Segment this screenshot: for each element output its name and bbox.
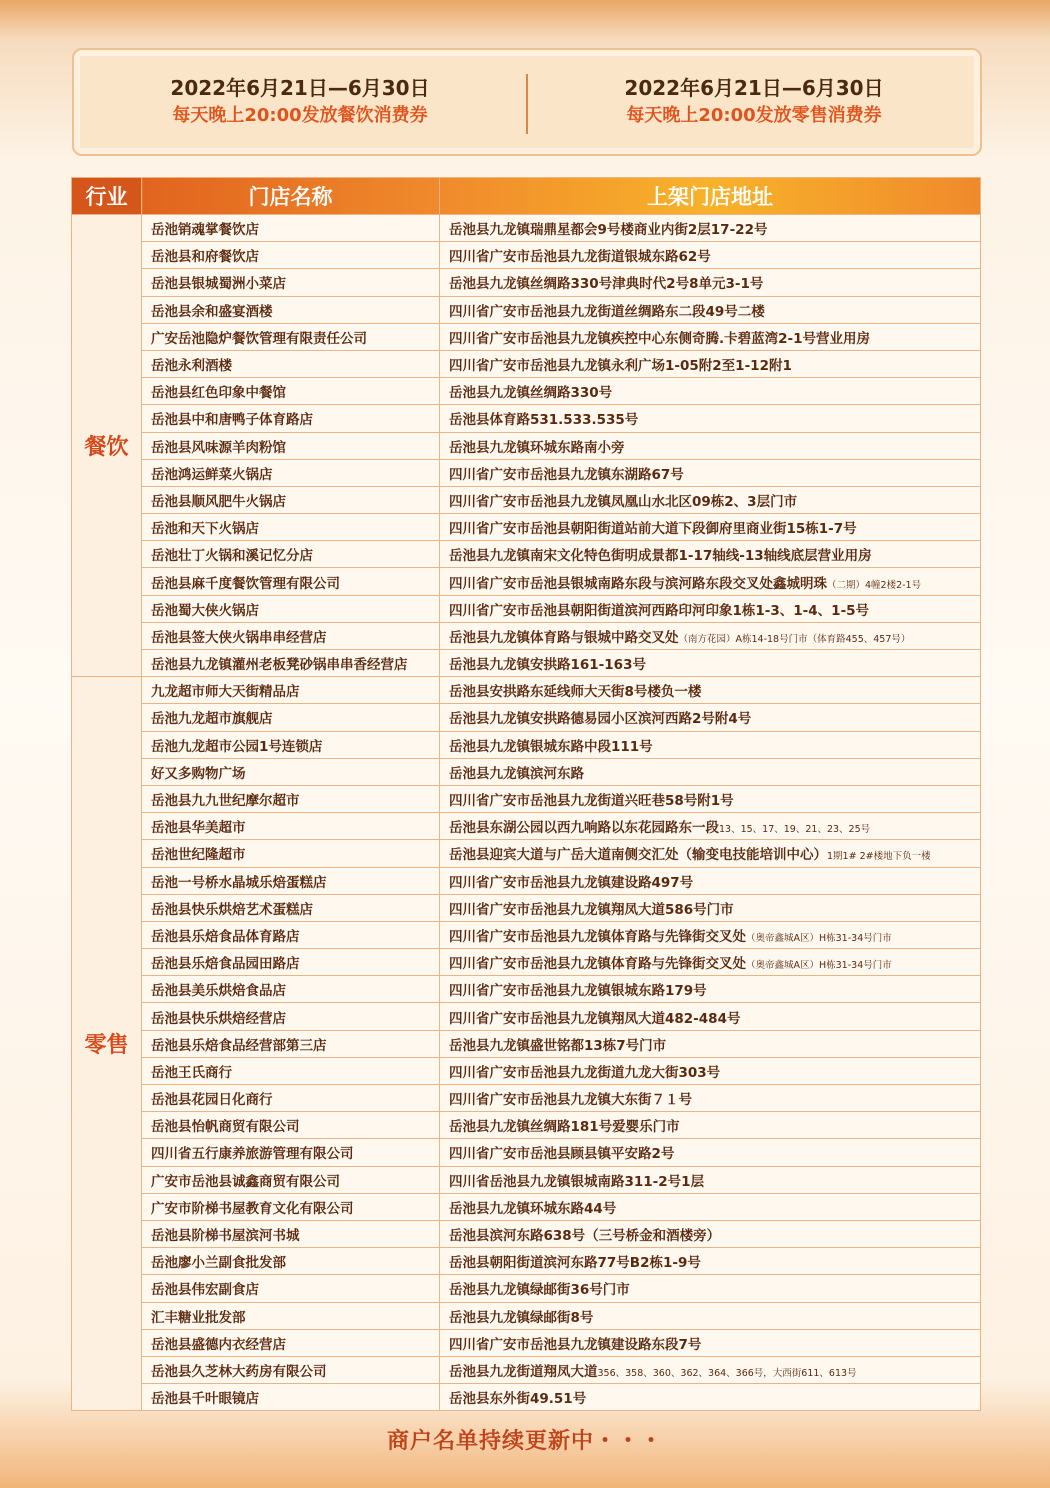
store-name: 岳池县乐焙食品体育路店 <box>142 921 440 948</box>
store-address <box>440 840 981 867</box>
store-address-text: 岳池县九龙镇瑞鼎星都会9号楼商业内街2层17-22号 <box>449 222 768 239</box>
store-address <box>440 378 981 405</box>
table-row <box>72 677 981 704</box>
store-address <box>440 622 981 649</box>
store-name: 岳池县美乐烘焙食品店 <box>142 976 440 1003</box>
store-name: 岳池县风味源羊肉粉馆 <box>142 432 440 459</box>
store-address-note: （奥帝鑫城A区）H栋31-34号门市 <box>746 932 892 944</box>
store-address <box>440 1248 981 1275</box>
store-address <box>440 1166 981 1193</box>
date-banner <box>72 48 982 156</box>
store-address-text: 岳池县朝阳街道滨河东路77号B2栋1-9号 <box>449 1255 701 1272</box>
store-name: 岳池世纪隆超市 <box>142 840 440 867</box>
store-address-note: （南方花园）A栋14-18号门市（体育路455、457号） <box>678 633 911 645</box>
store-name: 岳池王氏商行 <box>142 1057 440 1084</box>
store-address <box>440 269 981 296</box>
store-address-text: 岳池县体育路531.533.535号 <box>449 412 639 429</box>
store-address-text: 岳池县九龙镇盛世铭都13栋7号门市 <box>449 1037 667 1054</box>
store-address-text: 岳池县东外街49.51号 <box>449 1391 587 1408</box>
store-address-note: （奥帝鑫城A区）H栋31-34号门市 <box>746 960 892 972</box>
store-address-text: 四川省广安市岳池县九龙镇体育路与先锋街交叉处 <box>449 928 746 945</box>
store-address <box>440 731 981 758</box>
store-address-text: 四川省广安市岳池县九龙镇永利广场1-05附2至1-12附1 <box>449 358 792 375</box>
store-address <box>440 1220 981 1247</box>
store-address <box>440 949 981 976</box>
store-address <box>440 242 981 269</box>
store-address-text: 四川省广安市岳池县九龙街道丝绸路东二段49号二楼 <box>449 303 765 320</box>
store-address <box>440 704 981 731</box>
store-name: 广安市阶梯书屋教育文化有限公司 <box>142 1193 440 1220</box>
store-name: 岳池县千叶眼镜店 <box>142 1384 440 1411</box>
store-name: 岳池县阶梯书屋滨河书城 <box>142 1220 440 1247</box>
store-address-text: 岳池县九龙镇安拱路161-163号 <box>449 657 646 674</box>
table-row <box>72 622 981 649</box>
store-address-text: 四川省广安市岳池县九龙街道银城东路62号 <box>449 249 711 266</box>
table-row <box>72 1166 981 1193</box>
store-name: 岳池县快乐烘焙艺术蛋糕店 <box>142 894 440 921</box>
table-row <box>72 242 981 269</box>
table-row <box>72 976 981 1003</box>
store-name: 岳池壮丁火锅和溪记忆分店 <box>142 541 440 568</box>
store-name: 岳池县怡帆商贸有限公司 <box>142 1112 440 1139</box>
store-address-text: 岳池县九龙镇银城东路中段111号 <box>449 738 653 755</box>
store-name: 岳池县签大侠火锅串串经营店 <box>142 622 440 649</box>
store-address <box>440 677 981 704</box>
store-address-text: 四川省广安市岳池县九龙街道兴旺巷58号附1号 <box>449 793 734 810</box>
store-name: 广安岳池隐炉餐饮管理有限责任公司 <box>142 323 440 350</box>
store-address-text: 岳池县九龙镇绿邮街36号门市 <box>449 1282 630 1299</box>
store-address <box>440 976 981 1003</box>
store-address <box>440 1329 981 1356</box>
store-address-text: 岳池县迎宾大道与广岳大道南侧交汇处（输变电技能培训中心） <box>449 847 827 864</box>
store-name: 岳池县花园日化商行 <box>142 1085 440 1112</box>
store-name: 岳池县伟宏副食店 <box>142 1275 440 1302</box>
store-address-text: 岳池县九龙街道翔凤大道 <box>449 1363 598 1380</box>
store-name: 汇丰糖业批发部 <box>142 1302 440 1329</box>
catering-date: 2022年6月21日—6月30日 <box>170 76 430 100</box>
store-address-note: 13、15、17、19、21、23、25号 <box>719 824 871 836</box>
retail-release-time: 每天晚上20:00发放零售消费券 <box>626 105 882 126</box>
table-row <box>72 323 981 350</box>
store-address-text: 岳池县九龙镇环城东路44号 <box>449 1200 617 1217</box>
store-address <box>440 1112 981 1139</box>
table-row <box>72 269 981 296</box>
store-address <box>440 1139 981 1166</box>
store-address <box>440 1193 981 1220</box>
store-address <box>440 486 981 513</box>
store-address-text: 岳池县九龙镇南宋文化特色街明成景都1-17轴线-13轴线底层营业用房 <box>449 548 872 565</box>
table-row <box>72 405 981 432</box>
table-row <box>72 1112 981 1139</box>
store-address-text: 岳池县九龙镇丝绸路181号爱婴乐门市 <box>449 1119 680 1136</box>
store-name: 岳池和天下火锅店 <box>142 514 440 541</box>
table-row <box>72 1302 981 1329</box>
table-row <box>72 350 981 377</box>
store-name: 岳池蜀大侠火锅店 <box>142 595 440 622</box>
table-row <box>72 894 981 921</box>
table-row <box>72 541 981 568</box>
store-address <box>440 921 981 948</box>
table-row <box>72 704 981 731</box>
table-row <box>72 459 981 486</box>
table-row <box>72 1220 981 1247</box>
store-address-text: 四川省广安市岳池县九龙镇银城东路179号 <box>449 983 707 1000</box>
store-address <box>440 405 981 432</box>
store-address-text: 四川省广安市岳池县九龙镇翔凤大道586号门市 <box>449 901 734 918</box>
header-store-name: 门店名称 <box>142 178 440 215</box>
store-address-text: 四川省广安市岳池县九龙镇凤凰山水北区09栋2、3层门市 <box>449 493 798 510</box>
table-row <box>72 1085 981 1112</box>
store-name: 岳池县盛德内衣经营店 <box>142 1329 440 1356</box>
store-name: 好又多购物广场 <box>142 758 440 785</box>
table-header-row <box>72 178 981 215</box>
store-name: 岳池县久芝林大药房有限公司 <box>142 1356 440 1383</box>
store-address <box>440 459 981 486</box>
table-row <box>72 1030 981 1057</box>
store-address <box>440 1085 981 1112</box>
store-address <box>440 514 981 541</box>
store-address-text: 四川省广安市岳池县九龙镇大东街７１号 <box>449 1092 692 1109</box>
table-row <box>72 514 981 541</box>
store-address <box>440 296 981 323</box>
store-name: 岳池九龙超市旗舰店 <box>142 704 440 731</box>
store-name: 岳池县顺风肥牛火锅店 <box>142 486 440 513</box>
store-name: 岳池县麻千度餐饮管理有限公司 <box>142 568 440 595</box>
table-row <box>72 1003 981 1030</box>
footer-update-note: 商户名单持续更新中・・・ <box>386 1429 663 1454</box>
merchant-table <box>71 177 981 1411</box>
header-store-address: 上架门店地址 <box>440 178 981 215</box>
table-row <box>72 1248 981 1275</box>
store-address <box>440 758 981 785</box>
retail-date: 2022年6月21日—6月30日 <box>624 76 884 100</box>
store-address <box>440 650 981 677</box>
catering-release-time: 每天晚上20:00发放餐饮消费券 <box>172 105 428 126</box>
store-address-text: 岳池县九龙镇滨河东路 <box>449 765 584 782</box>
store-address-text: 四川省广安市岳池县银城南路东段与滨河路东段交叉处鑫城明珠 <box>449 575 827 592</box>
header-industry: 行业 <box>72 178 142 215</box>
table-row <box>72 758 981 785</box>
table-row <box>72 650 981 677</box>
store-address-text: 四川省广安市岳池县九龙镇建设路497号 <box>449 874 694 891</box>
store-address-text: 岳池县安拱路东延线师大天街8号楼负一楼 <box>449 684 702 701</box>
store-name: 岳池县银城蜀洲小菜店 <box>142 269 440 296</box>
store-address-text: 四川省广安市岳池县九龙镇体育路与先锋街交叉处 <box>449 956 746 973</box>
store-name: 岳池鸿运鲜菜火锅店 <box>142 459 440 486</box>
store-address <box>440 215 981 242</box>
store-address-note: 1期1# 2#楼地下负一楼 <box>827 851 931 863</box>
store-address <box>440 541 981 568</box>
table-row <box>72 813 981 840</box>
store-address-text: 四川省广安市岳池县九龙镇建设路东段7号 <box>449 1336 702 1353</box>
store-address-text: 四川省岳池县九龙镇银城南路311-2号1层 <box>449 1173 705 1190</box>
store-address <box>440 813 981 840</box>
store-name: 岳池县华美超市 <box>142 813 440 840</box>
store-address <box>440 1275 981 1302</box>
store-address-text: 四川省广安市岳池县九龙镇东湖路67号 <box>449 466 684 483</box>
store-address <box>440 1030 981 1057</box>
table-row <box>72 1139 981 1166</box>
store-address <box>440 432 981 459</box>
table-row <box>72 296 981 323</box>
store-name: 九龙超市师大天街精品店 <box>142 677 440 704</box>
store-address <box>440 894 981 921</box>
table-row <box>72 1329 981 1356</box>
store-address-text: 四川省广安市岳池县顾县镇平安路2号 <box>449 1146 675 1163</box>
store-address <box>440 568 981 595</box>
retail-voucher-notice <box>528 50 980 154</box>
table-row <box>72 840 981 867</box>
store-address <box>440 785 981 812</box>
store-address-text: 四川省广安市岳池县九龙街道九龙大街303号 <box>449 1064 721 1081</box>
table-row <box>72 378 981 405</box>
store-name: 广安市岳池县诚鑫商贸有限公司 <box>142 1166 440 1193</box>
store-address-note: （二期）4幢2楼2-1号 <box>827 579 922 591</box>
store-address <box>440 1057 981 1084</box>
store-address <box>440 1302 981 1329</box>
store-address <box>440 1356 981 1383</box>
catering-category-label: 餐饮 <box>72 215 142 677</box>
table-row <box>72 595 981 622</box>
store-address-text: 岳池县九龙镇丝绸路330号 <box>449 385 613 402</box>
table-row <box>72 949 981 976</box>
store-address <box>440 1384 981 1411</box>
store-address <box>440 1003 981 1030</box>
store-name: 岳池永利酒楼 <box>142 350 440 377</box>
store-address-text: 岳池县九龙镇体育路与银城中路交叉处 <box>449 629 679 646</box>
store-name: 岳池廖小兰副食批发部 <box>142 1248 440 1275</box>
store-address <box>440 595 981 622</box>
store-name: 岳池销魂掌餐饮店 <box>142 215 440 242</box>
store-address <box>440 323 981 350</box>
store-address-text: 四川省广安市岳池县九龙镇翔凤大道482-484号 <box>449 1010 741 1027</box>
table-row <box>72 568 981 595</box>
store-name: 岳池县余和盛宴酒楼 <box>142 296 440 323</box>
store-name: 岳池县快乐烘焙经营店 <box>142 1003 440 1030</box>
store-name: 岳池县乐焙食品园田路店 <box>142 949 440 976</box>
table-row <box>72 731 981 758</box>
store-name: 岳池县和府餐饮店 <box>142 242 440 269</box>
table-row <box>72 1193 981 1220</box>
store-address-text: 四川省广安市岳池县九龙镇疾控中心东侧奇腾.卡碧蓝湾2-1号营业用房 <box>449 330 871 347</box>
store-name: 岳池县九龙镇灌州老板凳砂锅串串香经营店 <box>142 650 440 677</box>
retail-category-label: 零售 <box>72 677 142 1411</box>
store-address-text: 岳池县九龙镇丝绸路330号津典时代2号8单元3-1号 <box>449 276 764 293</box>
store-address-text: 岳池县东湖公园以西九响路以东花园路东一段 <box>449 820 719 837</box>
store-name: 岳池一号桥水晶城乐焙蛋糕店 <box>142 867 440 894</box>
store-address <box>440 350 981 377</box>
store-address-note: 356、358、360、362、364、366号，大西街611、613号 <box>597 1367 857 1379</box>
table-row <box>72 432 981 459</box>
store-address-text: 四川省广安市岳池县朝阳街道滨河西路印河印象1栋1-3、1-4、1-5号 <box>449 602 870 619</box>
table-row <box>72 1275 981 1302</box>
table-row <box>72 867 981 894</box>
table-row <box>72 1384 981 1411</box>
table-row <box>72 215 981 242</box>
table-row <box>72 1057 981 1084</box>
catering-voucher-notice <box>74 50 526 154</box>
store-address-text: 岳池县九龙镇环城东路南小旁 <box>449 439 625 456</box>
store-name: 岳池县中和唐鸭子体育路店 <box>142 405 440 432</box>
store-name: 岳池九龙超市公园1号连锁店 <box>142 731 440 758</box>
table-row <box>72 921 981 948</box>
store-address <box>440 867 981 894</box>
store-name: 岳池县九九世纪摩尔超市 <box>142 785 440 812</box>
store-name: 岳池县乐焙食品经营部第三店 <box>142 1030 440 1057</box>
store-address-text: 岳池县滨河东路638号（三号桥金和酒楼旁） <box>449 1228 721 1245</box>
store-name: 岳池县红色印象中餐馆 <box>142 378 440 405</box>
table-row <box>72 1356 981 1383</box>
store-address-text: 岳池县九龙镇绿邮街8号 <box>449 1309 594 1326</box>
store-address-text: 岳池县九龙镇安拱路德易园小区滨河西路2号附4号 <box>449 711 752 728</box>
table-row <box>72 785 981 812</box>
store-address-text: 四川省广安市岳池县朝阳街道站前大道下段御府里商业街15栋1-7号 <box>449 521 857 538</box>
table-row <box>72 486 981 513</box>
store-name: 四川省五行康养旅游管理有限公司 <box>142 1139 440 1166</box>
